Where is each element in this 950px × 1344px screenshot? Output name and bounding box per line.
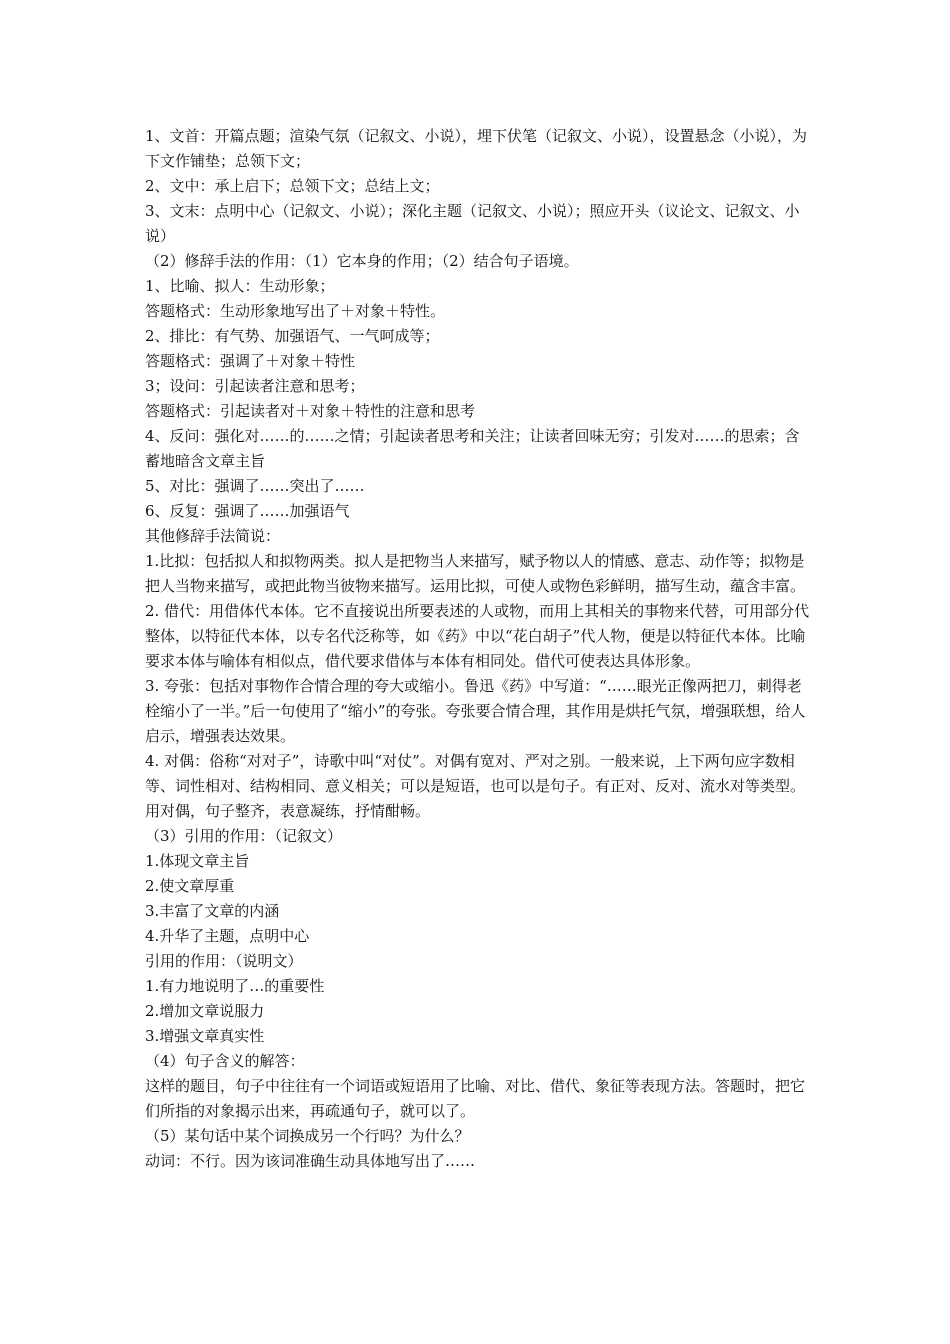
text-line-2: 2、文中：承上启下；总领下文；总结上文； — [145, 177, 440, 195]
text-line-5: 1、比喻、拟人：生动形象； — [145, 277, 335, 295]
text-line-24: 引用的作用：（说明文） — [145, 952, 303, 970]
paragraph-duiou: 4. 对偶：俗称“对对子”，诗歌中叫“对仗”。对偶有宽对、严对之别。一般来说，上下两句应字数相等、词性相对、结构相同、意义相关；可以是短语，也可以是句子。有正对、反对、流水对等类型。用对偶，句子整齐，表意凝练，抒情酣畅。 — [145, 752, 806, 820]
text-line-21: 2.使文章厚重 — [145, 877, 235, 895]
text-line-31: 动词：不行。因为该词准确生动具体地写出了…… — [145, 1152, 476, 1170]
text-line-25: 1.有力地说明了…的重要性 — [145, 977, 325, 995]
paragraph-bini: 1.比拟：包括拟人和拟物两类。拟人是把物当人来描写，赋予物以人的情感、意志、动作等；拟物是把人当物来描写，或把此物当彼物来描写。运用比拟，可使人或物色彩鲜明，描写生动，蕴含丰富。 — [145, 552, 806, 595]
text-line-11: 4、反问：强化对……的……之情；引起读者思考和关注；让读者回味无穷；引发对……的思索；含蓄地暗含文章主旨 — [145, 427, 800, 470]
text-line-14: 其他修辞手法简说： — [145, 527, 281, 545]
section-heading-sentence-meaning: （4）句子含义的解答： — [145, 1052, 305, 1070]
text-line-7: 2、排比：有气势、加强语气、一气呵成等； — [145, 327, 440, 345]
text-line-29: 这样的题目，句子中往往有一个词语或短语用了比喻、对比、借代、象征等表现方法。答题时，把它们所指的对象揭示出来，再疏通句子，就可以了。 — [145, 1077, 806, 1120]
text-line-27: 3.增强文章真实性 — [145, 1027, 265, 1045]
text-line-10: 答题格式：引起读者对＋对象＋特性的注意和思考 — [145, 402, 476, 420]
text-line-13: 6、反复：强调了……加强语气 — [145, 502, 350, 520]
text-line-9: 3；设问：引起读者注意和思考； — [145, 377, 365, 395]
section-heading-citation: （3）引用的作用：（记叙文） — [145, 827, 343, 845]
document-body — [145, 124, 813, 1174]
text-line-1: 1、文首：开篇点题；渲染气氛（记叙文、小说），埋下伏笔（记叙文、小说），设置悬念（小说），为下文作铺垫；总领下文； — [145, 127, 808, 170]
text-line-8: 答题格式：强调了＋对象＋特性 — [145, 352, 356, 370]
text-line-20: 1.体现文章主旨 — [145, 852, 250, 870]
section-heading-word-replace: （5）某句话中某个词换成另一个行吗？为什么？ — [145, 1127, 470, 1145]
text-line-22: 3.丰富了文章的内涵 — [145, 902, 280, 920]
text-line-12: 5、对比：强调了……突出了…… — [145, 477, 365, 495]
paragraph-jiedai: 2. 借代：用借体代本体。它不直接说出所要表述的人或物，而用上其相关的事物来代替，可用部分代整体，以特征代本体，以专名代泛称等，如《药》中以“花白胡子”代人物，便是以特征代本体。比喻要求本体与喻体有相似点，借代要求借体与本体有相同处。借代可使表达具体形象。 — [145, 602, 810, 670]
text-line-26: 2.增加文章说服力 — [145, 1002, 265, 1020]
section-heading-rhetoric: （2）修辞手法的作用：（1）它本身的作用；（2）结合句子语境。 — [145, 252, 579, 270]
paragraph-kuazhang: 3. 夸张：包括对事物作合情合理的夸大或缩小。鲁迅《药》中写道：“……眼光正像两把刀，刺得老栓缩小了一半。”后一句使用了“缩小”的夸张。夸张要合情合理，其作用是烘托气氛，增强联想，给人启示，增强表达效果。 — [145, 677, 806, 745]
text-line-23: 4.升华了主题，点明中心 — [145, 927, 310, 945]
text-line-6: 答题格式：生动形象地写出了＋对象＋特性。 — [145, 302, 446, 320]
text-line-3: 3、文末：点明中心（记叙文、小说）；深化主题（记叙文、小说）；照应开头（议论文、记叙文、小说） — [145, 202, 800, 245]
